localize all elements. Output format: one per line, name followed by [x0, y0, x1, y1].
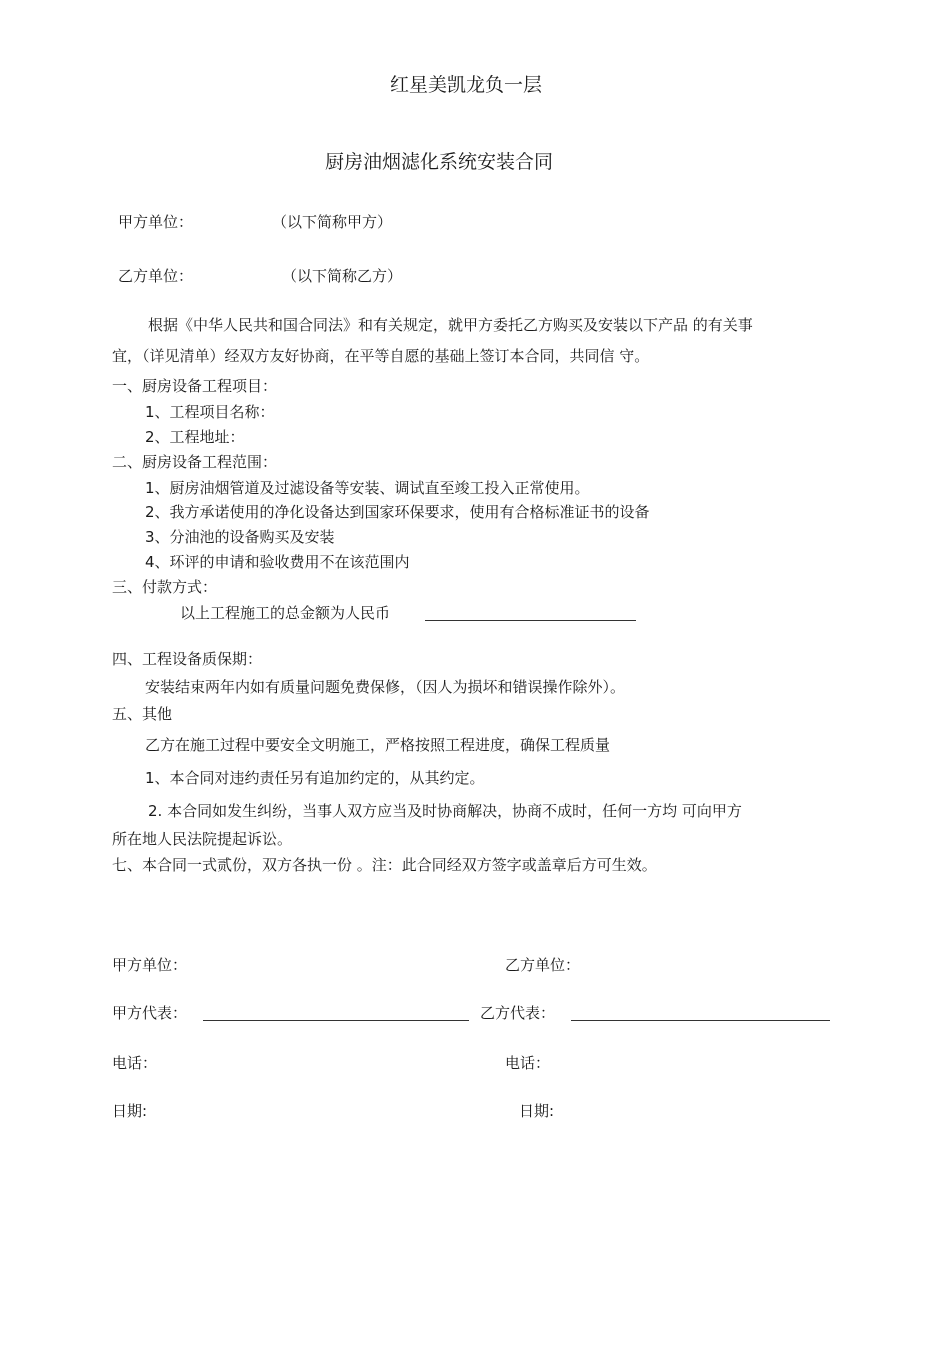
sign-party-a-date: 日期: — [112, 1102, 148, 1120]
section5-text: 乙方在施工过程中要安全文明施工，严格按照工程进度，确保工程质量 — [145, 736, 611, 754]
sign-party-a-unit: 甲方单位： — [112, 956, 188, 974]
party-a-abbr: （以下简称甲方） — [272, 213, 393, 231]
party-a-rep-underline — [203, 1020, 469, 1021]
party-b-label: 乙方单位： — [118, 267, 194, 285]
section5-item2-line2: 所在地人民法院提起诉讼。 — [112, 830, 293, 848]
doc-title-line1: 红星美凯龙负一层 — [390, 74, 543, 96]
party-a-label: 甲方单位： — [118, 213, 194, 231]
section2-item4: 4、环评的申请和验收费用不在该范围内 — [145, 553, 410, 571]
section3-text: 以上工程施工的总金额为人民币 — [180, 604, 391, 622]
section5-heading: 五、其他 — [112, 705, 173, 723]
section1-item2: 2、工程地址： — [145, 428, 245, 446]
section5-item1: 1、本合同对违约责任另有追加约定的，从其约定。 — [145, 769, 485, 787]
section4-heading: 四、工程设备质保期： — [112, 650, 263, 668]
sign-party-a-phone: 电话： — [112, 1054, 158, 1072]
section2-item3: 3、分油池的设备购买及安装 — [145, 528, 335, 546]
section2-item1: 1、厨房油烟管道及过滤设备等安装、调试直至竣工投入正常使用。 — [145, 479, 590, 497]
section3-heading: 三、付款方式： — [112, 578, 218, 596]
party-b-abbr: （以下简称乙方） — [282, 267, 403, 285]
section4-text: 安装结束两年内如有质量问题免费保修，（因人为损坏和错误操作除外）。 — [145, 678, 626, 696]
intro-line1: 根据《中华人民共和国合同法》和有关规定，就甲方委托乙方购买及安装以下产品 的有关事 — [148, 316, 753, 334]
party-b-rep-underline — [571, 1020, 830, 1021]
sign-party-b-phone: 电话： — [505, 1054, 551, 1072]
intro-line2: 宜，（详见清单）经双方友好协商，在平等自愿的基础上签订本合同，共同信 守。 — [112, 347, 650, 365]
sign-party-a-rep: 甲方代表： — [112, 1004, 188, 1022]
sign-party-b-unit: 乙方单位： — [505, 956, 581, 974]
doc-title-line2: 厨房油烟滤化系统安装合同 — [325, 151, 554, 173]
amount-underline — [425, 620, 636, 621]
section1-heading: 一、厨房设备工程项目： — [112, 377, 278, 395]
section7-text: 七、本合同一式贰份，双方各执一份 。注：此合同经双方签字或盖章后方可生效。 — [112, 856, 657, 874]
section5-item2-line1: 2. 本合同如发生纠纷，当事人双方应当及时协商解决，协商不成时，任何一方均 可向甲方 — [148, 802, 742, 820]
section1-item1: 1、工程项目名称： — [145, 403, 275, 421]
section2-item2: 2、我方承诺使用的净化设备达到国家环保要求，使用有合格标准证书的设备 — [145, 503, 650, 521]
sign-party-b-date: 日期: — [519, 1102, 555, 1120]
sign-party-b-rep: 乙方代表： — [480, 1004, 556, 1022]
section2-heading: 二、厨房设备工程范围： — [112, 453, 278, 471]
